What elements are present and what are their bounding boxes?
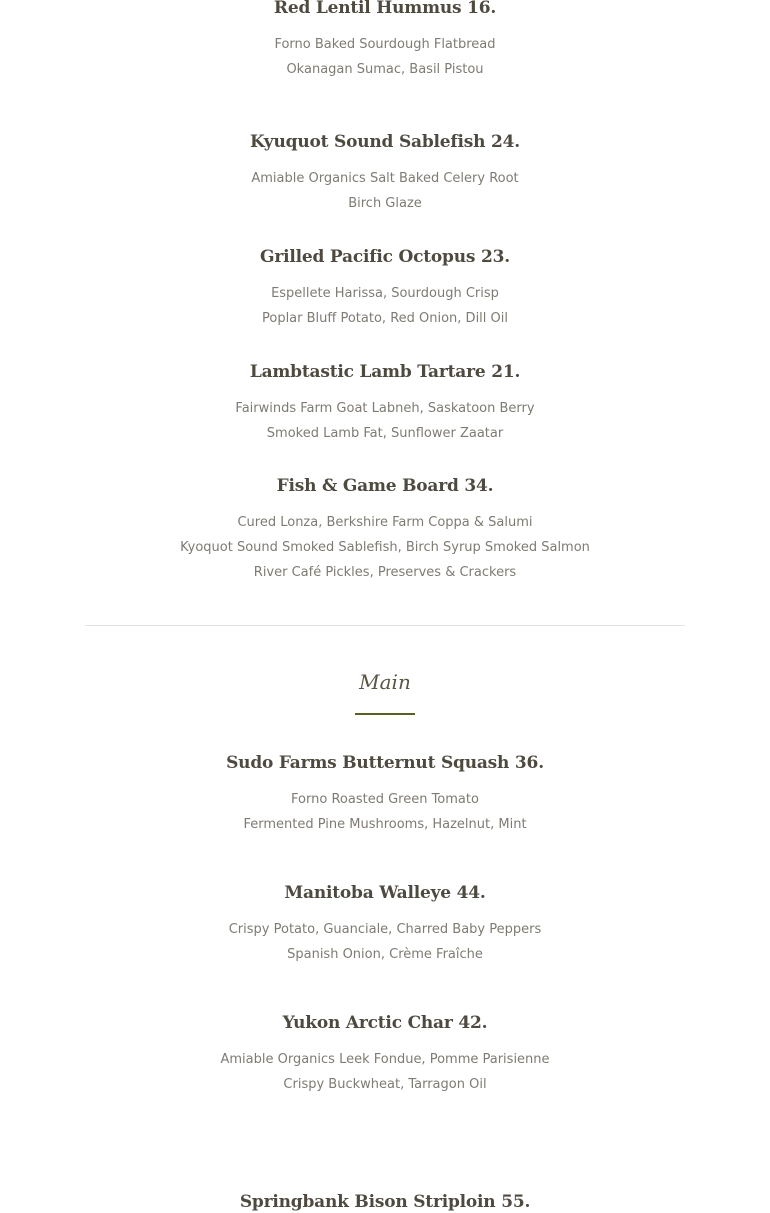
menu-item-description-line: Fermented Pine Mushrooms, Hazelnut, Mint xyxy=(243,817,527,832)
menu-item xyxy=(0,246,770,331)
section-heading-underline xyxy=(355,713,415,715)
menu-item-description-line: Birch Glaze xyxy=(348,196,422,211)
menu-item-title: Red Lentil Hummus 16. xyxy=(273,0,497,18)
menu-item xyxy=(0,752,770,837)
menu-item-description-line: Fairwinds Farm Goat Labneh, Saskatoon Berry xyxy=(235,401,535,416)
menu-item-description-line: Forno Baked Sourdough Flatbread xyxy=(274,37,496,52)
menu-item-title: Grilled Pacific Octopus 23. xyxy=(260,247,510,267)
menu-item-description xyxy=(0,166,770,216)
menu-item xyxy=(0,475,770,585)
menu-item-description-line: Amiable Organics Leek Fondue, Pomme Parisienne xyxy=(220,1052,550,1067)
menu-item xyxy=(0,1191,770,1213)
menu-item-title: Yukon Arctic Char 42. xyxy=(282,1013,488,1033)
menu-item-description-line: Amiable Organics Salt Baked Celery Root xyxy=(251,171,519,186)
menu-item xyxy=(0,882,770,967)
menu-item-description xyxy=(0,1047,770,1097)
menu-item-title: Manitoba Walleye 44. xyxy=(284,883,486,903)
menu-item-description-line: Smoked Lamb Fat, Sunflower Zaatar xyxy=(266,426,504,441)
menu-item-description-line: Forno Roasted Green Tomato xyxy=(291,792,479,807)
menu-item-description xyxy=(0,281,770,331)
menu-item xyxy=(0,361,770,446)
menu-item-description xyxy=(0,917,770,967)
menu-item-description-line: River Café Pickles, Preserves & Crackers xyxy=(253,565,517,580)
menu-item-title: Fish & Game Board 34. xyxy=(276,476,494,496)
menu-item-description-line: Crispy Potato, Guanciale, Charred Baby Peppers xyxy=(228,922,542,937)
menu-item-description-line: Kyoquot Sound Smoked Sablefish, Birch Syrup Smoked Salmon xyxy=(180,540,590,555)
section-divider xyxy=(85,625,685,626)
section-heading-main: Main xyxy=(359,670,411,694)
menu-item-description-line: Crispy Buckwheat, Tarragon Oil xyxy=(283,1077,487,1092)
menu-item xyxy=(0,0,770,82)
menu-item-description-line: Spanish Onion, Crème Fraîche xyxy=(287,947,483,962)
menu-item-description xyxy=(0,510,770,585)
menu-item-description xyxy=(0,787,770,837)
menu-item-title: Springbank Bison Striploin 55. xyxy=(239,1192,531,1212)
menu-item-description-line: Okanagan Sumac, Basil Pistou xyxy=(286,62,484,77)
menu-item-description-line: Poplar Bluff Potato, Red Onion, Dill Oil xyxy=(261,311,508,326)
menu-item xyxy=(0,131,770,216)
menu-item-title: Kyuquot Sound Sablefish 24. xyxy=(250,132,520,152)
menu-item-description xyxy=(0,32,770,82)
menu-item-title: Lambtastic Lamb Tartare 21. xyxy=(249,362,521,382)
menu-item-description-line: Cured Lonza, Berkshire Farm Coppa & Salumi xyxy=(237,515,533,530)
menu-item-description-line: Espellete Harissa, Sourdough Crisp xyxy=(271,286,499,301)
menu-item-description xyxy=(0,396,770,446)
menu-item-title: Sudo Farms Butternut Squash 36. xyxy=(226,753,544,773)
menu-item xyxy=(0,1012,770,1097)
